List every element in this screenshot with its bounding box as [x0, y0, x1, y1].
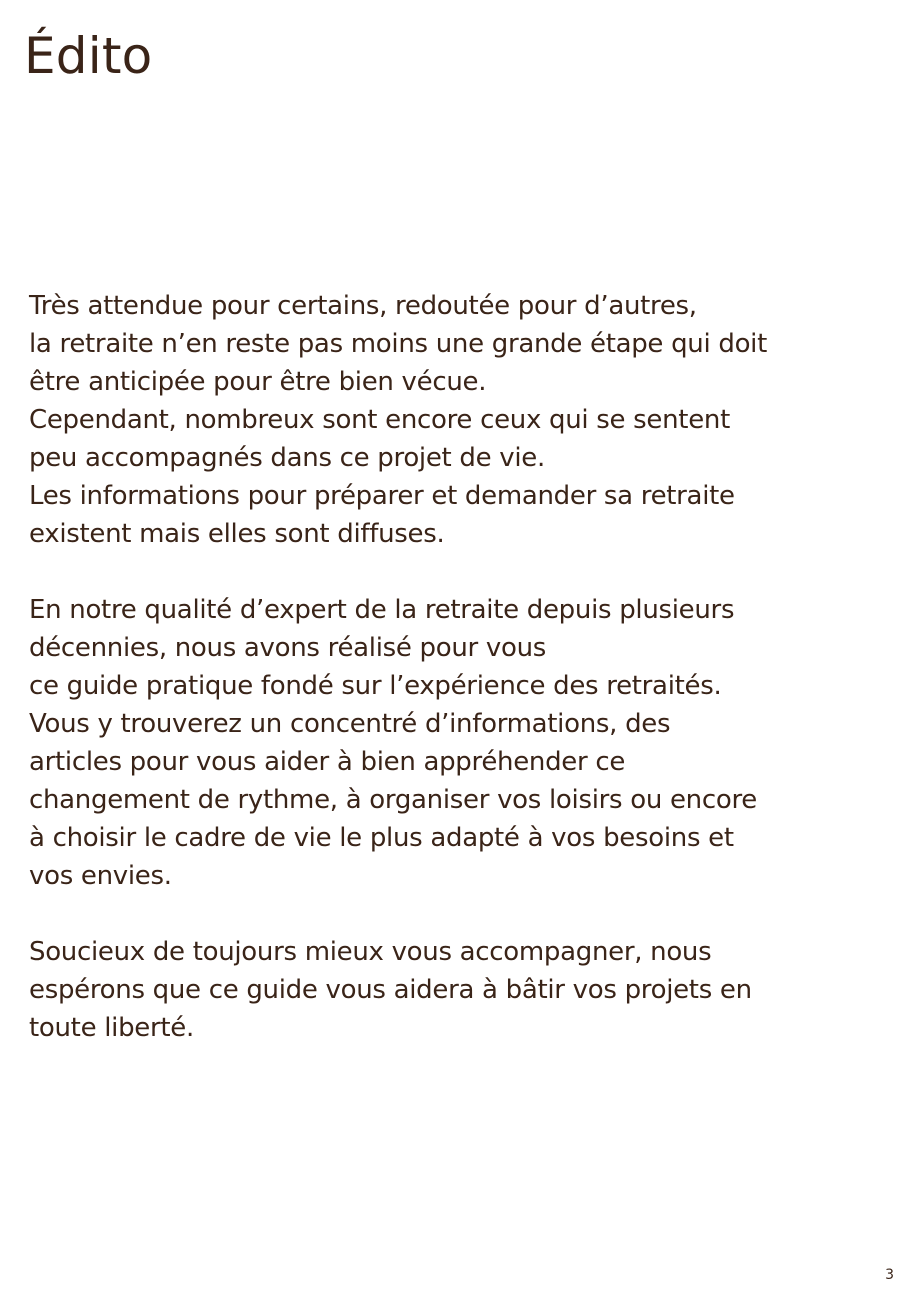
- page-title: Édito: [24, 27, 153, 85]
- text-line: espérons que ce guide vous aidera à bâtir vos projets en: [29, 975, 752, 1005]
- text-line: à choisir le cadre de vie le plus adapté à vos besoins et: [29, 823, 734, 853]
- text-line: ce guide pratique fondé sur l’expérience des retraités.: [29, 671, 722, 701]
- text-line: Cependant, nombreux sont encore ceux qui se sentent: [29, 405, 730, 435]
- text-line: Vous y trouverez un concentré d’informations, des: [29, 709, 671, 739]
- text-line: Les informations pour préparer et demander sa retraite: [29, 481, 735, 511]
- page-number: 3: [885, 1267, 894, 1283]
- text-line: Très attendue pour certains, redoutée pour d’autres,: [29, 291, 697, 321]
- paragraph-intro: [29, 287, 909, 553]
- text-line: changement de rythme, à organiser vos loisirs ou encore: [29, 785, 757, 815]
- paragraph-closing: [29, 933, 909, 1047]
- paragraph-guide: [29, 591, 909, 895]
- text-line: peu accompagnés dans ce projet de vie.: [29, 443, 545, 473]
- text-line: vos envies.: [29, 861, 172, 891]
- text-line: existent mais elles sont diffuses.: [29, 519, 445, 549]
- text-line: décennies, nous avons réalisé pour vous: [29, 633, 546, 663]
- text-line: En notre qualité d’expert de la retraite depuis plusieurs: [29, 595, 735, 625]
- editorial-body: [29, 287, 909, 1085]
- text-line: Soucieux de toujours mieux vous accompagner, nous: [29, 937, 712, 967]
- text-line: articles pour vous aider à bien appréhender ce: [29, 747, 626, 777]
- text-line: toute liberté.: [29, 1013, 194, 1043]
- text-line: être anticipée pour être bien vécue.: [29, 367, 487, 397]
- text-line: la retraite n’en reste pas moins une grande étape qui doit: [29, 329, 767, 359]
